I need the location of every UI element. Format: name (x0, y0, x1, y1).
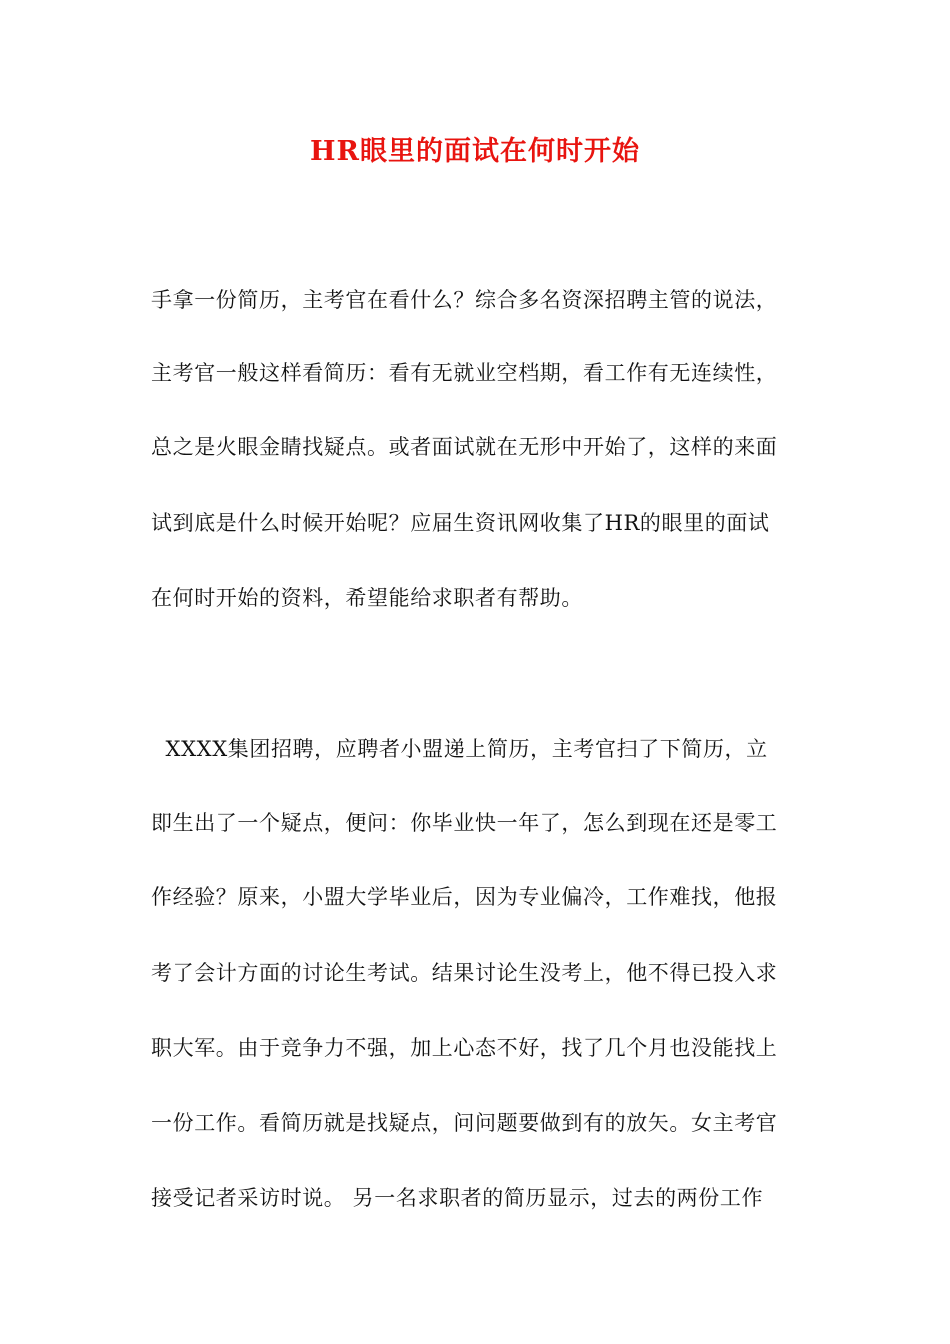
paragraph-1-line-4: 试到底是什么时候开始呢？应届生资讯网收集了HR的眼里的面试 (151, 511, 770, 535)
paragraph-2-line-7: 接受记者采访时说。 另一名求职者的简历显示，过去的两份工作 (151, 1186, 764, 1210)
paragraph-2-line-2: 即生出了一个疑点，便问：你毕业快一年了，怎么到现在还是零工 (151, 811, 778, 835)
document-title: HR眼里的面试在何时开始 (310, 136, 640, 167)
paragraph-2-line-5: 职大军。由于竞争力不强，加上心态不好，找了几个月也没能找上 (151, 1036, 778, 1060)
paragraph-2-line-4: 考了会计方面的讨论生考试。结果讨论生没考上，他不得已投入求 (151, 961, 778, 985)
paragraph-1-line-2: 主考官一般这样看简历：看有无就业空档期，看工作有无连续性， (151, 361, 778, 385)
paragraph-2-line-3: 作经验？原来，小盟大学毕业后，因为专业偏冷，工作难找，他报 (151, 885, 778, 909)
paragraph-2-line-6: 一份工作。看简历就是找疑点，问问题要做到有的放矢。女主考官 (151, 1111, 778, 1135)
paragraph-1-line-5: 在何时开始的资料，希望能给求职者有帮助。 (151, 586, 583, 610)
paragraph-1-line-3: 总之是火眼金睛找疑点。或者面试就在无形中开始了，这样的来面 (151, 435, 778, 459)
paragraph-2-line-1: XXXX集团招聘，应聘者小盟递上简历，主考官扫了下简历，立 (151, 737, 768, 761)
paragraph-1-line-1: 手拿一份简历，主考官在看什么？综合多名资深招聘主管的说法， (151, 288, 778, 312)
